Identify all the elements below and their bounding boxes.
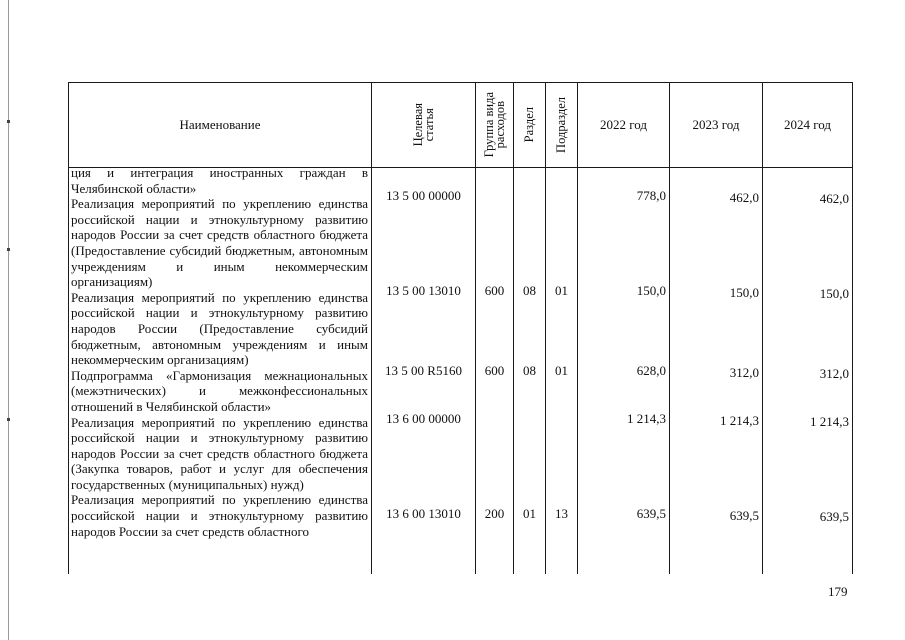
margin-mark <box>7 248 10 251</box>
row-2023-value: 462,0 <box>729 190 759 205</box>
row-2023-value: 639,5 <box>729 508 759 523</box>
row-subsection: 13 <box>555 506 568 521</box>
budget-table <box>68 82 853 574</box>
header-target: Целевая статья <box>372 83 476 168</box>
row-section: 08 <box>523 363 536 378</box>
row-code: 13 6 00 13010 <box>386 506 461 521</box>
margin-mark <box>7 120 10 123</box>
row-2023-value: 1 214,3 <box>720 413 759 428</box>
target-column <box>372 168 476 575</box>
row-name: ция и интеграция иностранных граждан в Челябинской области» <box>71 168 368 196</box>
header-2024: 2024 год <box>763 83 853 168</box>
y2023-column <box>670 168 763 575</box>
row-code: 13 5 00 00000 <box>386 188 461 203</box>
budget-table-page <box>68 82 852 574</box>
header-2023: 2023 год <box>670 83 763 168</box>
header-subsection: Подраздел <box>546 83 578 168</box>
row-2022-value: 778,0 <box>636 188 666 203</box>
page-number: 179 <box>828 584 848 599</box>
header-group: Группа вида расходов <box>476 83 514 168</box>
row-group: 600 <box>484 283 505 298</box>
margin-mark <box>7 418 10 421</box>
group-column <box>476 168 514 575</box>
table-header-row <box>69 83 853 168</box>
row-section: 08 <box>523 283 536 298</box>
row-name: Реализация мероприятий по укреплению единства российской нации и этнокультурному развитию народов России за счет средств областного бюджета (Предоставление субсидий бюджетным, автономным учреждениям и иным некоммерческим организациям) <box>71 196 368 290</box>
row-2023-value: 312,0 <box>729 365 759 380</box>
row-code: 13 6 00 00000 <box>386 411 461 426</box>
row-name: Подпрограмма «Гармонизация межнациональных (межэтнических) и межконфессиональных отношений в Челябинской области» <box>71 367 368 414</box>
row-2022-value: 639,5 <box>636 506 666 521</box>
row-2024-value: 1 214,3 <box>810 414 849 429</box>
name-column <box>69 168 372 575</box>
header-2022: 2022 год <box>578 83 670 168</box>
row-code: 13 5 00 13010 <box>386 283 461 298</box>
row-2022-value: 1 214,3 <box>627 411 666 426</box>
section-column <box>514 168 546 575</box>
row-subsection: 01 <box>555 283 568 298</box>
header-name: Наименование <box>69 83 372 168</box>
header-section: Раздел <box>514 83 546 168</box>
subsection-column <box>546 168 578 575</box>
row-2024-value: 462,0 <box>819 191 849 206</box>
left-margin-line <box>8 0 9 640</box>
row-section: 01 <box>523 506 536 521</box>
row-group: 200 <box>484 506 505 521</box>
row-name: Реализация мероприятий по укреплению единства российской нации и этнокультурному развитию народов России (Предоставление субсидий бюджетным, автономным учреждениям и иным некоммерческим организациям) <box>71 289 368 368</box>
row-2024-value: 312,0 <box>819 366 849 381</box>
row-name: Реализация мероприятий по укреплению единства российской нации и этнокультурному развитию народов России за счет средств областного <box>71 492 368 539</box>
row-2022-value: 150,0 <box>636 283 666 298</box>
y2024-column <box>763 168 853 575</box>
row-group: 600 <box>484 363 505 378</box>
row-2023-value: 150,0 <box>729 285 759 300</box>
row-2024-value: 639,5 <box>819 509 849 524</box>
row-subsection: 01 <box>555 363 568 378</box>
row-2024-value: 150,0 <box>819 286 849 301</box>
row-2022-value: 628,0 <box>636 363 666 378</box>
row-name: Реализация мероприятий по укреплению единства российской нации и этнокультурному развитию народов России за счет средств областного бюджета (Закупка товаров, работ и услуг для обеспечения государственных (муниципальных) нужд) <box>71 414 368 492</box>
table-body-row <box>69 168 853 575</box>
row-code: 13 5 00 R5160 <box>385 363 462 378</box>
y2022-column <box>578 168 670 575</box>
